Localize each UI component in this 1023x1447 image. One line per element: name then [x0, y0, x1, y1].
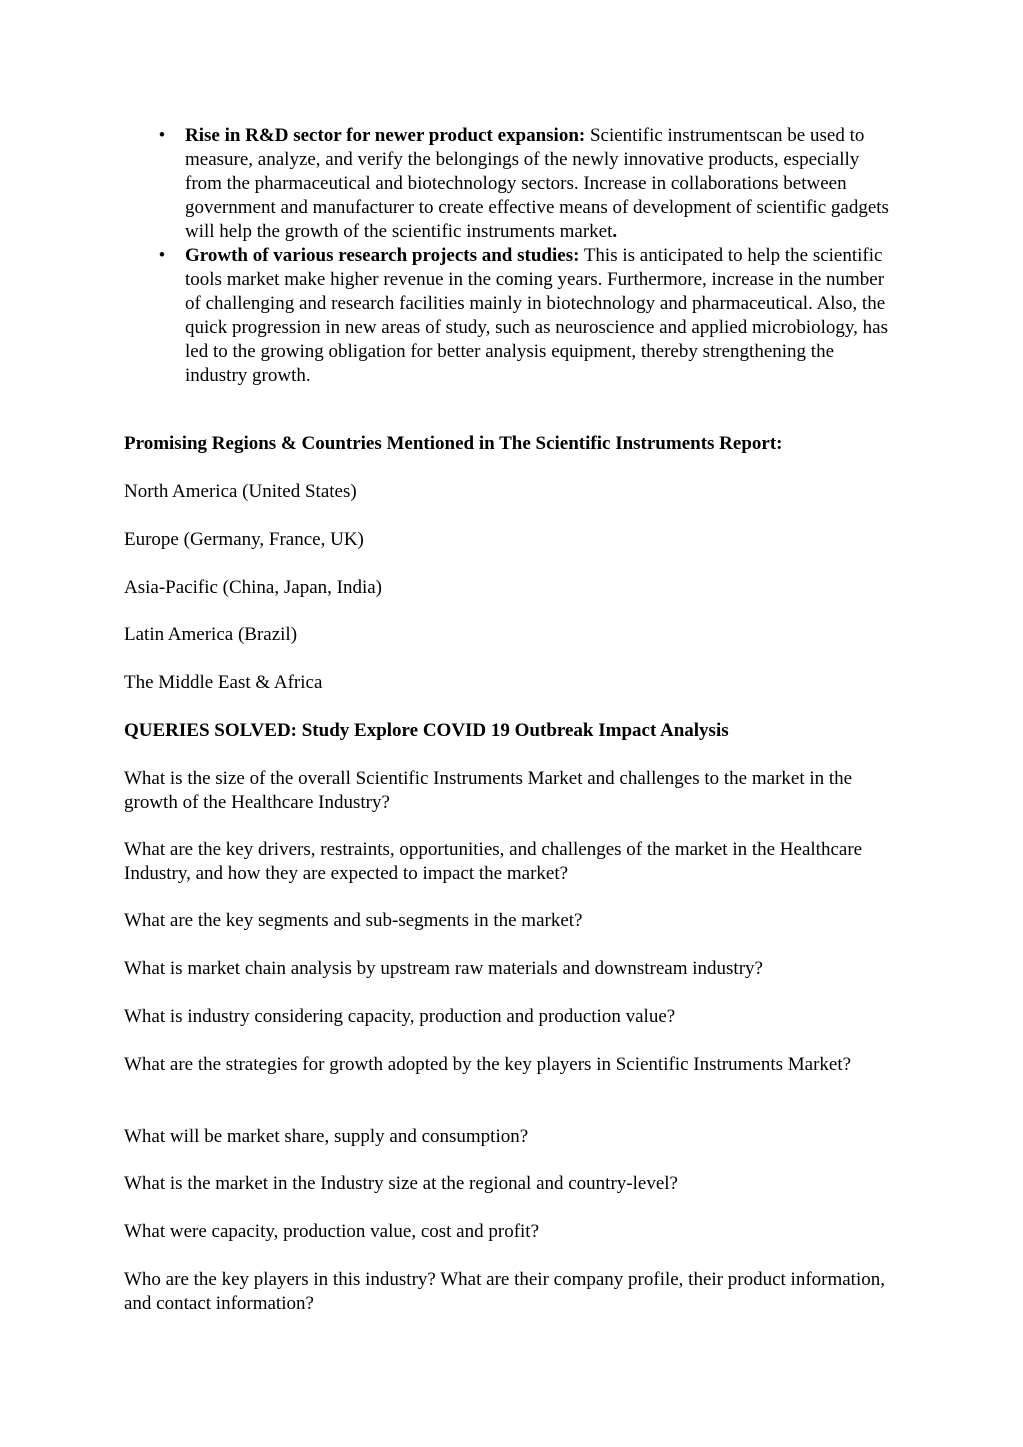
query-item — [124, 909, 899, 933]
query-text: Who are the key players in this industry? What are their company profile, their product information, and contact information? — [124, 1269, 885, 1314]
bullet-list — [0, 124, 1023, 388]
region-text: Latin America (Brazil) — [124, 624, 298, 645]
query-item — [124, 957, 899, 981]
query-text: What is the size of the overall Scientific Instruments Market and challenges to the market in the growth of the Healthcare Industry? — [124, 768, 853, 813]
bullet-item-rnd — [158, 124, 900, 244]
region-item — [124, 576, 899, 600]
query-item — [124, 767, 899, 815]
query-item — [124, 1220, 899, 1244]
regions-heading: Promising Regions & Countries Mentioned in The Scientific Instruments Report: — [124, 433, 783, 454]
query-text: What are the key segments and sub-segments in the market? — [124, 910, 583, 931]
region-text: North America (United States) — [124, 481, 357, 502]
bullet-tail: . — [612, 221, 618, 242]
query-item — [124, 1005, 899, 1029]
query-text: What is market chain analysis by upstream raw materials and downstream industry? — [124, 958, 763, 979]
query-item — [124, 1172, 899, 1196]
query-text: What is industry considering capacity, production and production value? — [124, 1006, 676, 1027]
query-item — [124, 1053, 899, 1077]
region-item — [124, 623, 899, 647]
region-item — [124, 671, 899, 695]
region-text: Asia-Pacific (China, Japan, India) — [124, 577, 382, 598]
region-item — [124, 480, 899, 504]
queries-heading-block — [124, 719, 899, 743]
bullet-item-research — [158, 244, 900, 388]
region-item — [124, 528, 899, 552]
query-item — [124, 1125, 899, 1149]
bullet-text: This is anticipated to help the scientific tools market make higher revenue in the coming years. Furthermore, increase in the number of challenging and research facilities mainly in biotechnology and pharmaceutical. Also, the quick progression in new areas of study, such as neuroscience and applied microbiology, has led to the growing obligation for better analysis equipment, thereby strengthening the industry growth. — [185, 245, 888, 386]
query-text: What are the strategies for growth adopted by the key players in Scientific Instruments Market? — [124, 1054, 852, 1075]
bullet-text: Scientific instrumentscan be used to measure, analyze, and verify the belongings of the newly innovative products, especially from the pharmaceutical and biotechnology sectors. Increase in collaborations between government and manufacturer to create effective means of development of scientific gadgets will help the growth of the scientific instruments market — [185, 125, 889, 242]
query-text: What are the key drivers, restraints, opportunities, and challenges of the market in the Healthcare Industry, and how they are expected to impact the market? — [124, 839, 863, 884]
region-text: The Middle East & Africa — [124, 672, 323, 693]
query-text: What will be market share, supply and consumption? — [124, 1126, 529, 1147]
bullet-icon: • — [158, 245, 166, 266]
query-item — [124, 1268, 899, 1316]
query-text: What were capacity, production value, cost and profit? — [124, 1221, 540, 1242]
query-item — [124, 838, 899, 886]
region-text: Europe (Germany, France, UK) — [124, 529, 364, 550]
queries-heading: QUERIES SOLVED: Study Explore COVID 19 Outbreak Impact Analysis — [124, 720, 729, 741]
regions-heading-block — [124, 432, 899, 456]
bullet-title: Growth of various research projects and studies: — [185, 245, 580, 266]
query-text: What is the market in the Industry size at the regional and country-level? — [124, 1173, 678, 1194]
bullet-icon: • — [158, 125, 166, 146]
bullet-title: Rise in R&D sector for newer product expansion: — [185, 125, 586, 146]
